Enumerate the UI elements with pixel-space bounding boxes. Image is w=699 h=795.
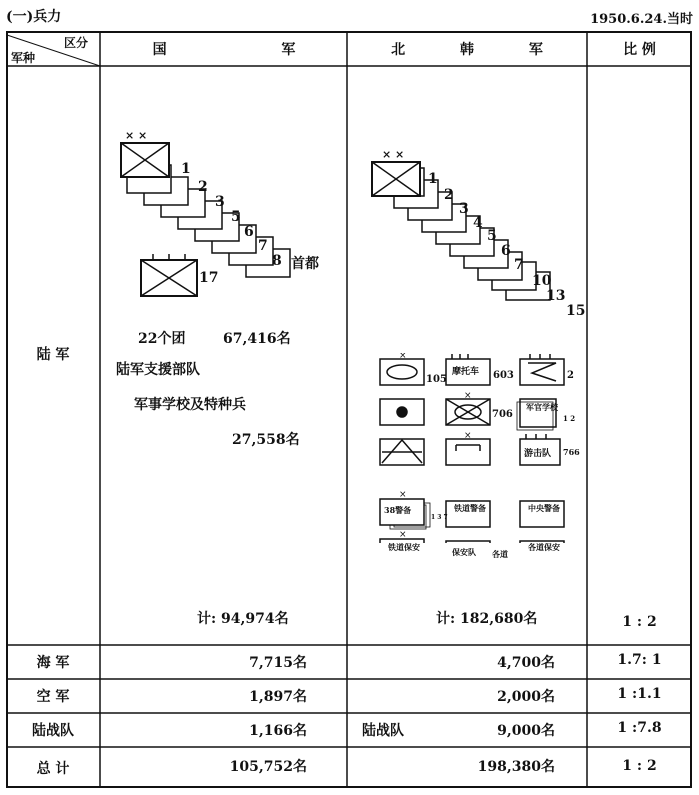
svg-text:×: × [399,530,407,540]
nk-army-total: 计: 182,680名 [436,611,538,627]
rok-corps-2: 2 [198,179,208,195]
armor-unit-symbol [380,353,424,385]
svg-text:× ×: × × [382,148,405,161]
airforce-label: 空 军 [36,689,70,705]
row-header-bottom: 军种 [11,51,36,65]
nk-div-15: 15 [566,303,586,319]
railway-guard-label: 铁道警备 [454,503,486,513]
rok-corps-1: 1 [181,161,191,177]
navy-rok: 7,715名 [249,655,307,671]
motorcycle-label: 摩托车 [452,367,480,377]
unit-2-number: 2 [567,370,574,381]
svg-text:×: × [399,490,407,500]
division-17-symbol [141,254,197,296]
nk-div-6: 6 [501,243,511,259]
airforce-nk: 2,000名 [497,689,555,705]
motorcycle-number: 603 [493,370,514,381]
airforce-ratio: 1 :1.1 [617,686,662,702]
svg-text:×: × [464,431,472,441]
rok-corps-5: 5 [231,209,241,225]
marines-nk-label: 陆战队 [362,723,404,739]
col-nk: 北 韩 军 [391,42,543,58]
rok-schools-strength: 27,558名 [232,432,300,448]
navy-ratio: 1.7: 1 [617,652,662,668]
corps-stair [121,129,290,277]
rok-corps-diagram [101,126,347,306]
guerrilla-number: 766 [563,447,580,457]
unit-2-symbol [520,354,564,385]
nk-div-4: 4 [473,215,483,231]
col-ratio: 比 例 [623,42,656,58]
rok-army-total: 计: 94,974名 [197,611,289,627]
marines-rok: 1,166名 [249,723,307,739]
marines-ratio: 1 :7.8 [617,720,662,736]
security-unit-symbol [446,541,490,543]
railway-security-label: 铁道保安 [388,542,420,552]
unit-triangle-symbol [380,439,424,465]
forces-table [6,31,692,788]
total-rok: 105,752名 [229,759,307,775]
nk-div-7: 7 [514,257,524,273]
armor-number: 105 [426,374,447,385]
central-guard-label: 中央警备 [528,503,560,513]
total-label: 总 计 [36,761,70,777]
unit-706-symbol [446,391,490,425]
row-header-top: 区分 [64,36,89,50]
total-ratio: 1 : 2 [622,758,657,774]
rok-schools: 军事学校及特种兵 [134,397,246,413]
section-title: (一)兵力 [6,9,62,25]
nk-div-1: 1 [428,171,438,187]
total-nk: 198,380名 [477,759,555,775]
rok-division-17: 17 [199,270,219,286]
svg-text:×: × [399,353,407,361]
svg-text:×: × [464,391,472,401]
nk-div-10: 10 [532,273,552,289]
rok-regiments-strength: 67,416名 [223,331,291,347]
unit-706-number: 706 [492,409,513,420]
rok-corps-7: 7 [258,238,268,254]
report-date: 1950.6.24.当时 [590,12,693,27]
marines-nk: 9,000名 [497,723,555,739]
army-ratio: 1 : 2 [622,614,657,630]
army-label: 陆 军 [36,347,70,363]
nk-div-13: 13 [546,288,566,304]
airforce-rok: 1,897名 [249,689,307,705]
unit-dot-symbol [380,399,424,425]
rok-capital-label: 首都 [291,256,319,272]
marines-label: 陆战队 [32,723,74,739]
nk-div-5: 5 [487,228,497,244]
officer-school-label: 军官学校 [526,402,558,412]
rok-regiments: 22个团 [138,331,186,347]
svg-text:× ×: × × [125,129,148,142]
guard38-label: 38警备 [384,505,412,515]
rok-corps-6: 6 [244,224,254,240]
rok-corps-3: 3 [215,194,225,210]
unit-bracket-symbol [446,431,490,465]
security-unit-label: 保安队 [452,547,476,557]
security-unit-suffix: 各道 [492,549,508,559]
officer-school-number: 1 2 [563,414,576,423]
rok-corps-8: 8 [272,253,282,269]
rok-support-units: 陆军支援部队 [116,362,200,378]
guerrilla-label: 游击队 [524,449,552,459]
navy-label: 海 军 [36,655,70,671]
guard38-number: 1 3 7 [431,514,448,521]
nk-div-2: 2 [444,187,454,203]
province-security-label: 各道保安 [528,542,560,552]
nk-div-3: 3 [459,201,469,217]
navy-nk: 4,700名 [497,655,555,671]
col-rok: 国 军 [152,42,296,58]
